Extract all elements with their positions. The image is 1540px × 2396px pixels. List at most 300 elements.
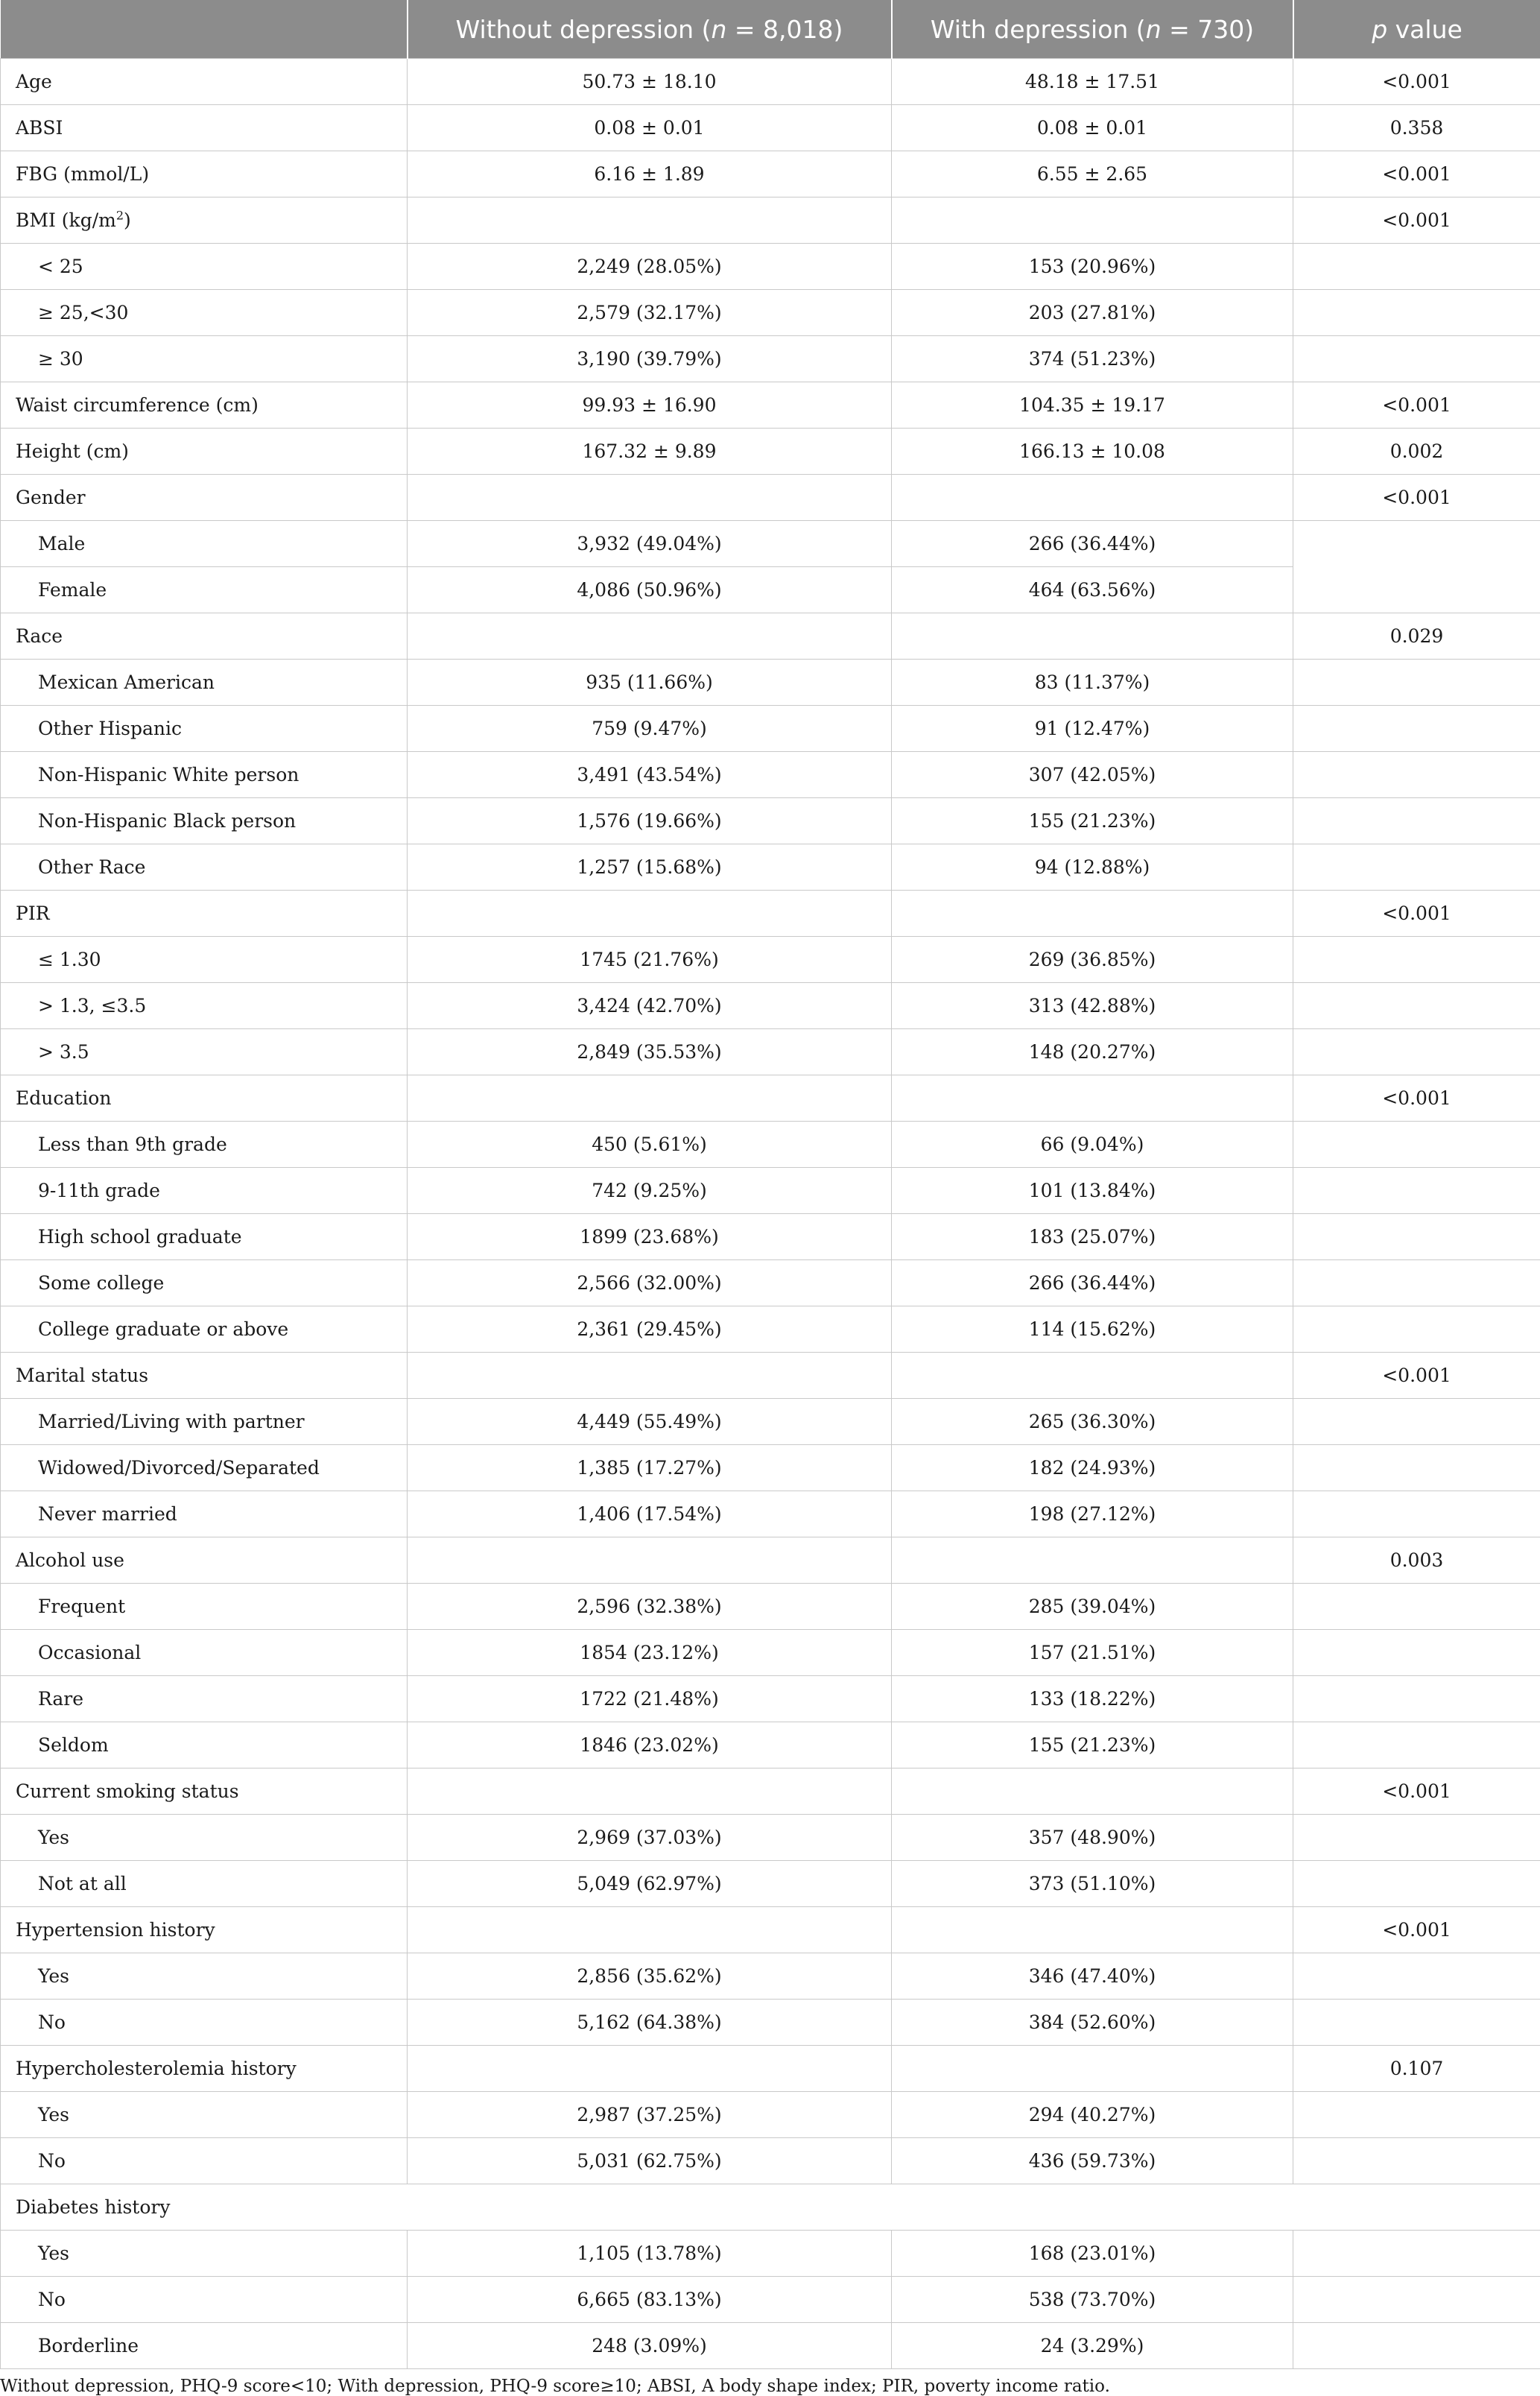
table-row xyxy=(1,1399,1540,1445)
cell-without-depression: 5,049 (62.97%) xyxy=(408,1861,892,1907)
row-label-text: ≤ 1.30 xyxy=(38,949,101,970)
table-row xyxy=(1,2138,1540,2184)
row-label-text: Less than 9th grade xyxy=(38,1134,227,1155)
cell-with-depression: 307 (42.05%) xyxy=(892,752,1293,798)
cell-p-value xyxy=(1293,1445,1540,1491)
row-label xyxy=(1,105,408,151)
row-label xyxy=(1,2046,408,2092)
cell-without-depression xyxy=(408,1353,892,1399)
table-row xyxy=(1,567,1540,613)
cell-without-depression: 2,969 (37.03%) xyxy=(408,1815,892,1861)
cell-with-depression: 48.18 ± 17.51 xyxy=(892,59,1293,105)
row-label-text: Non-Hispanic Black person xyxy=(38,810,296,832)
row-label-text: Gender xyxy=(16,487,86,508)
row-label-text: Occasional xyxy=(38,1642,141,1663)
cell-p-value xyxy=(1293,937,1540,983)
cell-without-depression: 2,579 (32.17%) xyxy=(408,290,892,336)
row-label xyxy=(1,1029,408,1075)
header-with-prefix: With depression ( xyxy=(931,15,1146,44)
row-label-text: Height (cm) xyxy=(16,440,129,462)
header-without-n: n xyxy=(711,15,726,44)
table-row xyxy=(1,1491,1540,1537)
row-label-text: FBG (mmol/L) xyxy=(16,163,149,185)
table-row xyxy=(1,2046,1540,2092)
table-row xyxy=(1,706,1540,752)
cell-with-depression: 436 (59.73%) xyxy=(892,2138,1293,2184)
row-label xyxy=(1,336,408,382)
cell-without-depression xyxy=(408,1075,892,1122)
row-label xyxy=(1,983,408,1029)
row-label xyxy=(1,1445,408,1491)
cell-with-depression: 101 (13.84%) xyxy=(892,1168,1293,1214)
cell-p-value xyxy=(1293,844,1540,891)
cell-with-depression xyxy=(892,2046,1293,2092)
table-row xyxy=(1,844,1540,891)
row-label-text: High school graduate xyxy=(38,1226,242,1248)
row-label xyxy=(1,1537,408,1584)
row-label xyxy=(1,1815,408,1861)
row-label xyxy=(1,1768,408,1815)
row-label-text: Yes xyxy=(38,1827,69,1848)
cell-with-depression: 373 (51.10%) xyxy=(892,1861,1293,1907)
row-label-text: Yes xyxy=(38,2104,69,2125)
cell-with-depression: 538 (73.70%) xyxy=(892,2277,1293,2323)
cell-with-depression xyxy=(892,613,1293,660)
cell-with-depression: 155 (21.23%) xyxy=(892,1722,1293,1768)
row-label-text: Not at all xyxy=(38,1873,127,1894)
cell-with-depression xyxy=(892,891,1293,937)
cell-p-value xyxy=(1293,336,1540,382)
row-label-text: Marital status xyxy=(16,1365,148,1386)
cell-p-value: <0.001 xyxy=(1293,1768,1540,1815)
row-label xyxy=(1,1584,408,1630)
table-row xyxy=(1,2277,1540,2323)
cell-p-value xyxy=(1293,706,1540,752)
header-p-label: p xyxy=(1372,15,1387,44)
cell-with-depression xyxy=(892,1075,1293,1122)
cell-p-value xyxy=(1293,2277,1540,2323)
row-label-text: 9-11th grade xyxy=(38,1180,160,1201)
row-label-text: Rare xyxy=(38,1688,83,1710)
cell-with-depression: 157 (21.51%) xyxy=(892,1630,1293,1676)
cell-p-value: 0.358 xyxy=(1293,105,1540,151)
cell-without-depression xyxy=(408,475,892,521)
table-row xyxy=(1,197,1540,244)
header-with-suffix: = 730) xyxy=(1162,15,1255,44)
cell-with-depression: 266 (36.44%) xyxy=(892,521,1293,567)
row-label-text: Some college xyxy=(38,1272,164,1294)
row-label xyxy=(1,1122,408,1168)
table-row xyxy=(1,1907,1540,1953)
cell-p-value xyxy=(1293,1861,1540,1907)
table-row xyxy=(1,244,1540,290)
cell-without-depression: 2,849 (35.53%) xyxy=(408,1029,892,1075)
cell-without-depression: 0.08 ± 0.01 xyxy=(408,105,892,151)
row-label-text: No xyxy=(38,2150,66,2172)
row-label xyxy=(1,1491,408,1537)
cell-p-value xyxy=(1293,983,1540,1029)
cell-p-value: <0.001 xyxy=(1293,59,1540,105)
table-row xyxy=(1,1584,1540,1630)
row-label xyxy=(1,2092,408,2138)
row-label-text: Current smoking status xyxy=(16,1780,239,1802)
cell-p-value xyxy=(1293,2092,1540,2138)
row-label-text: PIR xyxy=(16,903,50,924)
cell-with-depression: 464 (63.56%) xyxy=(892,567,1293,613)
row-label-text: Yes xyxy=(38,1965,69,1987)
cell-without-depression: 1,576 (19.66%) xyxy=(408,798,892,844)
table-footnote: Without depression, PHQ-9 score<10; With depression, PHQ-9 score≥10; ABSI, A body shape index; PIR, poverty income ratio. xyxy=(0,2377,1540,2396)
table-row xyxy=(1,521,1540,567)
cell-p-value: <0.001 xyxy=(1293,197,1540,244)
cell-without-depression: 50.73 ± 18.10 xyxy=(408,59,892,105)
row-label xyxy=(1,1353,408,1399)
row-label xyxy=(1,613,408,660)
row-label-text: Seldom xyxy=(38,1734,109,1756)
cell-without-depression: 1899 (23.68%) xyxy=(408,1214,892,1260)
table-row xyxy=(1,1722,1540,1768)
cell-p-value xyxy=(1293,2138,1540,2184)
row-label-text: Hypercholesterolemia history xyxy=(16,2058,297,2079)
cell-with-depression: 374 (51.23%) xyxy=(892,336,1293,382)
row-label xyxy=(1,660,408,706)
row-label xyxy=(1,244,408,290)
cell-with-depression: 66 (9.04%) xyxy=(892,1122,1293,1168)
table-row xyxy=(1,1537,1540,1584)
cell-p-value xyxy=(1293,1214,1540,1260)
row-label-text: Frequent xyxy=(38,1596,125,1617)
cell-with-depression: 203 (27.81%) xyxy=(892,290,1293,336)
row-label xyxy=(1,1168,408,1214)
cell-p-value: <0.001 xyxy=(1293,891,1540,937)
cell-with-depression xyxy=(892,475,1293,521)
row-label xyxy=(1,844,408,891)
cell-without-depression: 935 (11.66%) xyxy=(408,660,892,706)
cell-without-depression: 759 (9.47%) xyxy=(408,706,892,752)
row-label xyxy=(1,2184,1540,2231)
cell-without-depression xyxy=(408,197,892,244)
row-label-text: Diabetes history xyxy=(16,2196,170,2218)
cell-without-depression: 248 (3.09%) xyxy=(408,2323,892,2369)
cell-without-depression: 6,665 (83.13%) xyxy=(408,2277,892,2323)
cell-with-depression: 0.08 ± 0.01 xyxy=(892,105,1293,151)
row-label xyxy=(1,151,408,197)
cell-with-depression: 266 (36.44%) xyxy=(892,1260,1293,1306)
cell-without-depression: 6.16 ± 1.89 xyxy=(408,151,892,197)
row-label-text: Male xyxy=(38,533,85,554)
cell-without-depression xyxy=(408,1907,892,1953)
table-row xyxy=(1,475,1540,521)
cell-without-depression: 5,031 (62.75%) xyxy=(408,2138,892,2184)
table-row xyxy=(1,1630,1540,1676)
table-row xyxy=(1,752,1540,798)
row-label xyxy=(1,197,408,244)
table-row xyxy=(1,891,1540,937)
header-with-depression xyxy=(892,0,1293,59)
cell-without-depression: 1,257 (15.68%) xyxy=(408,844,892,891)
cell-with-depression: 114 (15.62%) xyxy=(892,1306,1293,1353)
cell-without-depression: 3,491 (43.54%) xyxy=(408,752,892,798)
table-row xyxy=(1,937,1540,983)
table-row xyxy=(1,613,1540,660)
row-label xyxy=(1,567,408,613)
cell-with-depression: 265 (36.30%) xyxy=(892,1399,1293,1445)
cell-p-value xyxy=(1293,1122,1540,1168)
row-label xyxy=(1,1630,408,1676)
cell-p-value: <0.001 xyxy=(1293,1075,1540,1122)
row-label-text: Non-Hispanic White person xyxy=(38,764,299,786)
header-p-value xyxy=(1293,0,1540,59)
cell-without-depression: 3,424 (42.70%) xyxy=(408,983,892,1029)
row-label-text: ≥ 25,<30 xyxy=(38,302,128,323)
cell-p-value xyxy=(1293,1399,1540,1445)
row-label-text: Never married xyxy=(38,1503,177,1525)
row-label-text: Yes xyxy=(38,2242,69,2264)
row-label xyxy=(1,2277,408,2323)
cell-p-value xyxy=(1293,1168,1540,1214)
row-label-text: Mexican American xyxy=(38,671,215,693)
table-row xyxy=(1,2231,1540,2277)
table-header-row xyxy=(1,0,1540,59)
row-label xyxy=(1,752,408,798)
row-label xyxy=(1,1953,408,2000)
cell-without-depression: 167.32 ± 9.89 xyxy=(408,429,892,475)
row-label xyxy=(1,798,408,844)
cell-without-depression xyxy=(408,1768,892,1815)
cell-with-depression: 94 (12.88%) xyxy=(892,844,1293,891)
cell-p-value: 0.029 xyxy=(1293,613,1540,660)
cell-p-value xyxy=(1293,752,1540,798)
cell-without-depression: 5,162 (64.38%) xyxy=(408,2000,892,2046)
row-label xyxy=(1,2138,408,2184)
cell-without-depression: 2,856 (35.62%) xyxy=(408,1953,892,2000)
cell-p-value xyxy=(1293,244,1540,290)
table-row xyxy=(1,1445,1540,1491)
row-label xyxy=(1,521,408,567)
row-label xyxy=(1,1722,408,1768)
cell-p-value xyxy=(1293,1630,1540,1676)
cell-without-depression: 1,385 (17.27%) xyxy=(408,1445,892,1491)
cell-without-depression: 4,449 (55.49%) xyxy=(408,1399,892,1445)
header-without-depression xyxy=(408,0,892,59)
cell-p-value xyxy=(1293,2231,1540,2277)
row-label xyxy=(1,1907,408,1953)
row-label xyxy=(1,2000,408,2046)
cell-p-value: 0.003 xyxy=(1293,1537,1540,1584)
header-variable xyxy=(1,0,408,59)
cell-p-value xyxy=(1293,1584,1540,1630)
row-label-text: ABSI xyxy=(16,117,63,139)
table-row xyxy=(1,660,1540,706)
cell-without-depression: 1846 (23.02%) xyxy=(408,1722,892,1768)
cell-with-depression: 346 (47.40%) xyxy=(892,1953,1293,2000)
cell-with-depression: 269 (36.85%) xyxy=(892,937,1293,983)
cell-with-depression: 198 (27.12%) xyxy=(892,1491,1293,1537)
row-label-text: > 3.5 xyxy=(38,1041,89,1063)
header-with-n: n xyxy=(1146,15,1162,44)
table-row xyxy=(1,290,1540,336)
cell-with-depression xyxy=(892,1768,1293,1815)
cell-with-depression xyxy=(892,1353,1293,1399)
table-row xyxy=(1,798,1540,844)
row-label xyxy=(1,2323,408,2369)
header-without-prefix: Without depression ( xyxy=(456,15,712,44)
row-label xyxy=(1,290,408,336)
row-label-text: Female xyxy=(38,579,107,601)
row-label-text: ≥ 30 xyxy=(38,348,83,370)
table-row xyxy=(1,2000,1540,2046)
row-label-text: Other Hispanic xyxy=(38,718,182,739)
table-row xyxy=(1,1122,1540,1168)
row-label xyxy=(1,1075,408,1122)
row-label-text: Race xyxy=(16,625,63,647)
cell-without-depression xyxy=(408,2046,892,2092)
row-label-text: Age xyxy=(16,71,52,92)
cell-with-depression: 294 (40.27%) xyxy=(892,2092,1293,2138)
row-label xyxy=(1,59,408,105)
cell-with-depression: 24 (3.29%) xyxy=(892,2323,1293,2369)
cell-p-value xyxy=(1293,1815,1540,1861)
row-label xyxy=(1,937,408,983)
cell-p-value xyxy=(1293,1491,1540,1537)
table-row xyxy=(1,2323,1540,2369)
table-row xyxy=(1,2092,1540,2138)
cell-p-value xyxy=(1293,2000,1540,2046)
row-label-text: Alcohol use xyxy=(16,1549,124,1571)
row-label xyxy=(1,429,408,475)
cell-with-depression: 168 (23.01%) xyxy=(892,2231,1293,2277)
cell-p-value: <0.001 xyxy=(1293,151,1540,197)
cell-with-depression: 357 (48.90%) xyxy=(892,1815,1293,1861)
table-row xyxy=(1,1815,1540,1861)
table-row xyxy=(1,105,1540,151)
cell-without-depression: 1854 (23.12%) xyxy=(408,1630,892,1676)
row-label-text: BMI (kg/m xyxy=(16,209,116,231)
cell-p-value xyxy=(1293,290,1540,336)
cell-without-depression: 4,086 (50.96%) xyxy=(408,567,892,613)
cell-with-depression: 153 (20.96%) xyxy=(892,244,1293,290)
table-row xyxy=(1,1075,1540,1122)
table-row xyxy=(1,1168,1540,1214)
cell-without-depression: 99.93 ± 16.90 xyxy=(408,382,892,429)
cell-p-value xyxy=(1293,521,1540,567)
cell-without-depression: 1,105 (13.78%) xyxy=(408,2231,892,2277)
cell-p-value: 0.002 xyxy=(1293,429,1540,475)
row-label-text: Education xyxy=(16,1087,111,1109)
cell-p-value: 0.107 xyxy=(1293,2046,1540,2092)
cell-p-value: <0.001 xyxy=(1293,1907,1540,1953)
cell-p-value xyxy=(1293,2323,1540,2369)
table-row xyxy=(1,1214,1540,1260)
table-row xyxy=(1,336,1540,382)
cell-p-value xyxy=(1293,798,1540,844)
cell-with-depression: 6.55 ± 2.65 xyxy=(892,151,1293,197)
cell-without-depression: 2,987 (37.25%) xyxy=(408,2092,892,2138)
cell-with-depression: 91 (12.47%) xyxy=(892,706,1293,752)
cell-with-depression: 384 (52.60%) xyxy=(892,2000,1293,2046)
cell-p-value: <0.001 xyxy=(1293,1353,1540,1399)
table-row xyxy=(1,1676,1540,1722)
cell-with-depression: 183 (25.07%) xyxy=(892,1214,1293,1260)
row-label xyxy=(1,1399,408,1445)
cell-with-depression: 83 (11.37%) xyxy=(892,660,1293,706)
cell-without-depression: 1722 (21.48%) xyxy=(408,1676,892,1722)
row-label-superscript: 2 xyxy=(116,209,124,223)
cell-with-depression: 166.13 ± 10.08 xyxy=(892,429,1293,475)
table-row xyxy=(1,1029,1540,1075)
row-label-text: Borderline xyxy=(38,2335,139,2357)
table-row xyxy=(1,1861,1540,1907)
row-label-text: Other Race xyxy=(38,856,145,878)
table-row xyxy=(1,151,1540,197)
row-label xyxy=(1,475,408,521)
cell-p-value xyxy=(1293,1260,1540,1306)
cell-without-depression: 3,190 (39.79%) xyxy=(408,336,892,382)
cell-p-value xyxy=(1293,1953,1540,2000)
cell-with-depression xyxy=(892,1537,1293,1584)
cell-without-depression: 2,249 (28.05%) xyxy=(408,244,892,290)
cell-with-depression: 148 (20.27%) xyxy=(892,1029,1293,1075)
table-row xyxy=(1,2184,1540,2231)
cell-p-value: <0.001 xyxy=(1293,382,1540,429)
cell-without-depression: 3,932 (49.04%) xyxy=(408,521,892,567)
table-row xyxy=(1,1768,1540,1815)
row-label-text: College graduate or above xyxy=(38,1318,288,1340)
cell-without-depression: 1745 (21.76%) xyxy=(408,937,892,983)
row-label-text: No xyxy=(38,2289,66,2310)
table-row xyxy=(1,983,1540,1029)
table-row xyxy=(1,1306,1540,1353)
cell-p-value xyxy=(1293,1306,1540,1353)
cell-with-depression xyxy=(892,197,1293,244)
table-row xyxy=(1,59,1540,105)
header-p-suffix: value xyxy=(1387,15,1463,44)
row-label xyxy=(1,1861,408,1907)
cell-without-depression: 2,361 (29.45%) xyxy=(408,1306,892,1353)
row-label xyxy=(1,1260,408,1306)
cell-without-depression: 2,596 (32.38%) xyxy=(408,1584,892,1630)
cell-p-value: <0.001 xyxy=(1293,475,1540,521)
cell-p-value xyxy=(1293,1029,1540,1075)
cell-without-depression xyxy=(408,613,892,660)
cell-p-value xyxy=(1293,567,1540,613)
cell-without-depression: 1,406 (17.54%) xyxy=(408,1491,892,1537)
row-label-text: Waist circumference (cm) xyxy=(16,394,259,416)
table-row xyxy=(1,1953,1540,2000)
cell-p-value xyxy=(1293,660,1540,706)
row-label xyxy=(1,2231,408,2277)
table-row xyxy=(1,429,1540,475)
row-label xyxy=(1,1214,408,1260)
header-without-suffix: = 8,018) xyxy=(726,15,843,44)
cell-with-depression: 313 (42.88%) xyxy=(892,983,1293,1029)
row-label-text: Widowed/Divorced/Separated xyxy=(38,1457,320,1479)
row-label xyxy=(1,1676,408,1722)
row-label-text: Married/Living with partner xyxy=(38,1411,305,1432)
cell-without-depression: 2,566 (32.00%) xyxy=(408,1260,892,1306)
row-label xyxy=(1,891,408,937)
cell-with-depression: 182 (24.93%) xyxy=(892,1445,1293,1491)
cell-with-depression xyxy=(892,1907,1293,1953)
row-label-text: < 25 xyxy=(38,256,83,277)
table-body xyxy=(1,59,1540,2369)
table-row xyxy=(1,382,1540,429)
cell-p-value xyxy=(1293,1722,1540,1768)
row-label-text: Hypertension history xyxy=(16,1919,215,1941)
row-label-suffix: ) xyxy=(124,209,131,231)
cell-without-depression xyxy=(408,891,892,937)
row-label-text: No xyxy=(38,2011,66,2033)
